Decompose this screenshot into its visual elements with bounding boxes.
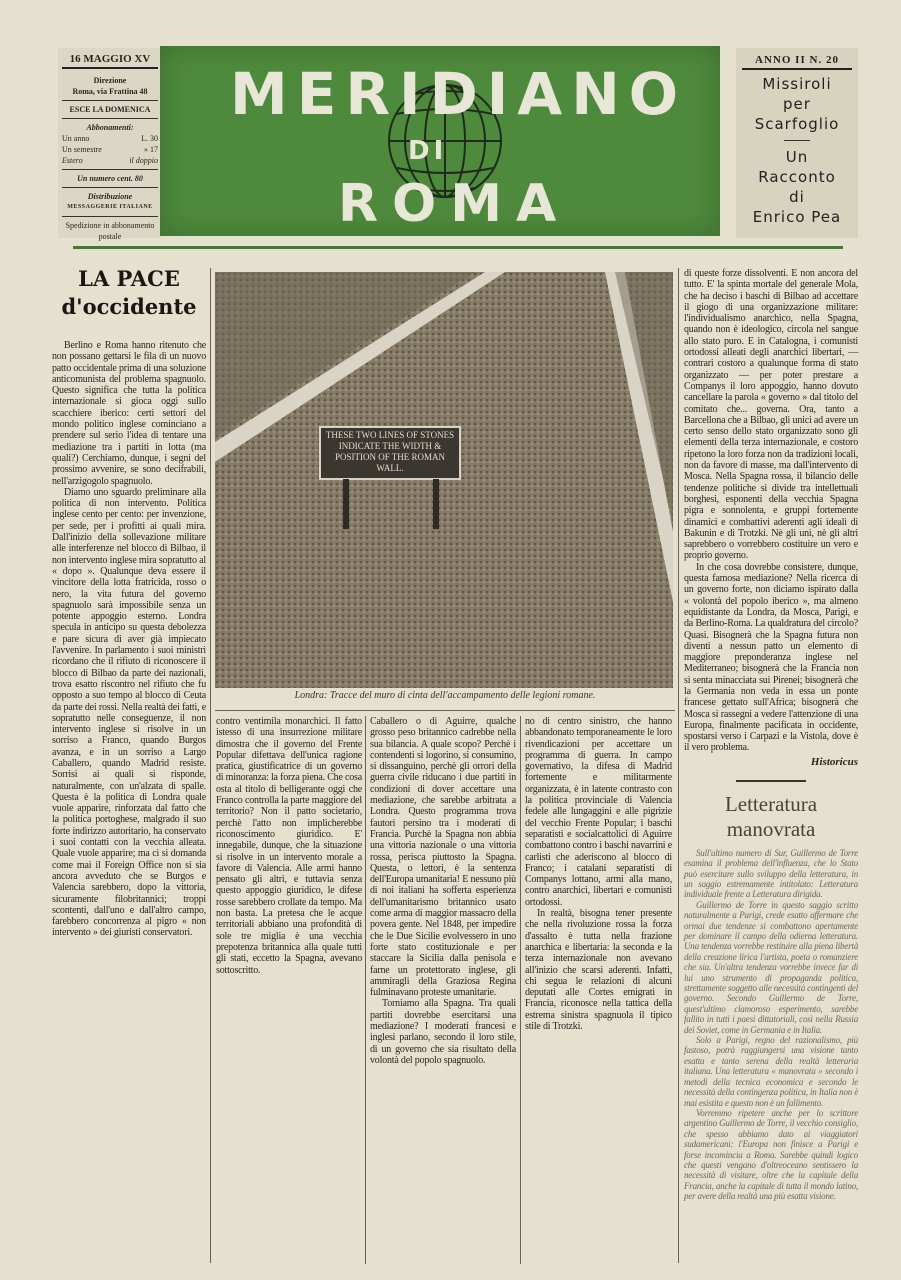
teaser-line: Scarfoglio bbox=[754, 115, 840, 133]
paragraph: Diamo uno sguardo preliminare alla politica di non intervento. Politica inglese cento per cento: per invenzione, per sede, per i profitti ai quali mira. Dall'inizio della sollevazione militare alle interferenze nel blocco di Bilbao, il non intervento inglese mira sopratutto al « dopo ». Qualunque deva essere il vincitore della lotta fratricida, rosso o nero, la vita futura del governo spagnuolo sarà impossibile senza un potente appoggio esterno. Londra specula in anticipo su questa debolezza e pare sicura di aver già impiecato l'avvenire. In parlamento i suoi ministri ricordano che il rifiuto di riconoscere il blocco di Bilbao da parte dei nazionali, trova esatto riscontro nel rifiuto che fu opposto a suo tempo al blocco di Ceuta da parte dei rossi. Nella realtà dei fatti, e sopratutto nelle conseguenze, il non intervento inglese si risolve in un sorriso a Franco, quando Burgos avanza, e in un sorriso a Largo Caballero, quando Madrid resiste. Sorrisi ai quali si risponde, naturalmente, con un'alzata di spalle. Questa è la politica di Londra quale vuole apparire, rinforzata dal fatto che la politica portoghese, malgrado il suo forte indirizzo autoritario, ha conservato i suoi contatti con la vecchia alleata. Quale vuole apparire; ma ci si domanda come mai il Foreign Office non si sia ancora avveduto che se Burgos e Valencia sarebbero, dopo la vittoria, sicuramente filobritannici; troppi scontenti, dall'uno e dall'altro campo, farebbero concorrenza al pigro « non intervento » dei giuristi conservatori. bbox=[52, 486, 206, 939]
teaser-racconto[interactable] bbox=[736, 147, 858, 227]
lead-article-column-4 bbox=[525, 716, 672, 1032]
column-rule bbox=[210, 268, 211, 1263]
single-copy-price: Un numero cent. 80 bbox=[77, 174, 143, 183]
teaser-missiroli[interactable] bbox=[736, 74, 858, 134]
masthead-banner bbox=[160, 46, 720, 236]
postal-note: Spedizione in abbonamento postale bbox=[65, 221, 155, 241]
divider bbox=[62, 187, 158, 188]
masthead-title-di: DI bbox=[408, 136, 448, 166]
direzione-address: Roma, via Frattina 48 bbox=[72, 87, 148, 96]
teaser-line: Racconto bbox=[758, 168, 836, 186]
teaser-line: Enrico Pea bbox=[752, 208, 842, 226]
divider bbox=[62, 169, 158, 170]
paragraph: Vorremmo ripetere anche per lo scrittore argentino Guillermo de Torre, il vecchio consiglio, che spesso abbiamo dato ai viaggiatori sudamericani: l'Europa non finisce a Parigi e forse incomincia a Roma. Sarebbe quindi logico che questi vengano d'oltreoceano sentissero la necessità di visitare, oltre che la capitale della Francia, anche la capitale di tutta il mondo latino, per avere della realtà una più esatta visione. bbox=[684, 1107, 858, 1202]
subscription-label: Un anno bbox=[62, 134, 90, 143]
lead-article-column-3 bbox=[370, 716, 516, 1066]
paragraph: no di centro sinistro, che hanno abbandonato temporaneamente le loro rivendicazioni per accettare un programma di guerra. In campo governativo, la difesa di Madrid fortemente e militarmente organizzata, è in latente contrasto con la politica provinciale di Valencia fedele alle lungaggini e alle pigrizie del vecchio Frente Popular; i baschi separatisti e socialcattolici di Aguirre combattono contro i baschi navarrini e carlisti che aderiscono al blocco di Franco; i catalani separatisti di Companys lottano, armi alla mano, contro anarchici, libertari e comunisti ortodossi. bbox=[525, 716, 672, 908]
masthead-title-roma: ROMA bbox=[338, 174, 571, 234]
right-column bbox=[684, 268, 858, 1202]
section-divider bbox=[736, 780, 806, 782]
paragraph: Sull'ultimo numero di Sur, Guillermo de Torre esamina il problema dell'influenza, che lo Stato può esercitare sullo sviluppo della letteratura, in un saggio estremamente intitolato: Letteratura individuale frente a Letteratura dirigida. bbox=[684, 847, 858, 900]
column-rule bbox=[678, 268, 679, 1263]
paragraph: di queste forze dissolventi. E non ancora del tutto. E' la spinta mortale del generale Mola, che ha deciso i baschi di Bilbao ad accettare il giogo di una organizzazione militare: l'individualismo anarchico, nella Spagna, quando non è ideologico, circola nel sangue allo stato puro. E in Catalogna, i comunisti ortodossi alleati degli anarchici libertari, — contrari costoro a qualunque forma di stato organizzato — per poter prestare a Companys il loro appoggio, hanno dovuto cancellare la parola « governo » dal titolo del comitato che... governa. Ora, tanto a Barcellona che a Bilbao, gli unici ad avere un certo senso dello stato organizzato sono gli elementi della terza internazionale, e costoro ripetono la loro forza non da tradizioni locali, non da favore di masse, ma dall'intervento di Mosca. Nella Spagna rossa, il bilancio delle tendenze politiche si divide tra intellettuali borghesi, esponenti della vecchia Spagna pigra e sonnolenta, e gruppi fortemente dinamici e combattivi aderenti agli ideali di Bakunin e di Trotzki. Nè gli uni, nè gli altri saprebbero o vorrebbero costituire un vero e proprio governo. bbox=[684, 268, 858, 562]
divider bbox=[62, 118, 158, 119]
distribution-name: MESSAGGERIE ITALIANE bbox=[67, 204, 153, 210]
subscription-price: il doppio bbox=[129, 156, 158, 165]
subscription-price: » 17 bbox=[144, 145, 158, 154]
sign-text: THESE TWO LINES OF STONES INDICATE THE WIDTH & POSITION OF THE ROMAN WALL. bbox=[325, 430, 455, 473]
distribution-label: Distribuzione bbox=[87, 192, 133, 201]
caption-rule bbox=[215, 710, 675, 711]
divider bbox=[784, 140, 810, 141]
masthead-info-box bbox=[58, 48, 162, 241]
second-article-body bbox=[684, 848, 858, 1202]
photo-caption: Londra: Tracce del muro di cinta dell'accampamento delle legioni romane. bbox=[294, 690, 596, 701]
paragraph: Solo a Parigi, regno del razionalismo, più fastoso, potrà raggiungersi una visione tanto esatta e tanto serena della realtà letteraria italiana. Una letteratura « manovrata » secondo i metodi della tecnica economica e secondo le necessità della contingenza politica, in Italia non è mai esistita e questo non è un fallimento. bbox=[684, 1035, 858, 1108]
issue-number: ANNO II N. 20 bbox=[742, 48, 852, 70]
subscription-price: L. 30 bbox=[141, 134, 158, 143]
masthead-teaser-box bbox=[736, 48, 858, 238]
paragraph: In realtà, bisogna tener presente che nella rivoluzione rossa la forza d'assalto è tutta nella frazione anarchica e libertaria: la seconda e la terza internazionale non avevano all'inizio che scarsi aderenti. Infatti, chi segua le relazioni di alcuni deputati alle Cortes emigrati in Francia, riconosce nella tattica della estrema sinistra spagnuola il tipico stile di Trotzki. bbox=[525, 908, 672, 1033]
paragraph: contro ventimila monarchici. Il fatto istesso di una insurrezione militare dimostra che il governo del Frente Popular difettava dell'unica ragione pratica, giustificatrice di un governo di minoranza: la forza piena. Che cosa osta al titolo di belligerante oggi che Franco controlla la parte maggiore del territorio? Non il patto societario, perchè l'atto non implicherebbe riconoscimento giuridico. E' innegabile, dunque, che la situazione si risolve in un intervento morale a favore di Valencia. Alle armi hanno pensato gli altri, e tuttavia senza questo appoggio giuridico, le difese rosse sarebbero crollate da tempo. Ma non basta. La pretesa che le acque territoriali abbiano una profondità di sole tre miglia è una vecchia prepotenza britannica alla quale tutti gli stati, eccetto la Spagna, avevano sottoscritto. bbox=[216, 716, 362, 976]
divider bbox=[62, 100, 158, 101]
divider bbox=[62, 216, 158, 217]
headline-line: LA PACE bbox=[78, 266, 180, 291]
title-line: manovrata bbox=[726, 816, 816, 841]
title-line: Letteratura bbox=[724, 791, 818, 816]
teaser-line: Missiroli bbox=[762, 75, 832, 93]
photo-roman-wall bbox=[215, 272, 673, 688]
column-rule bbox=[520, 716, 521, 1264]
subscription-row bbox=[58, 133, 162, 144]
masthead-rule bbox=[73, 246, 843, 249]
direzione-label: Direzione bbox=[93, 76, 127, 85]
headline-line: d'occidente bbox=[61, 294, 197, 319]
teaser-line: per bbox=[783, 95, 811, 113]
second-article-title bbox=[684, 792, 858, 842]
subscription-label: Estero bbox=[62, 156, 83, 165]
publication-day: ESCE LA DOMENICA bbox=[69, 105, 151, 114]
issue-date: 16 MAGGIO XV bbox=[62, 48, 158, 69]
paragraph: Torniamo alla Spagna. Tra quali partiti dovrebbe esercitarsi una mediazione? I moderati francesi e inglesi parlano, secondo il loro stile, di un governo che sia risultato della volontà del popolo spagnuolo. bbox=[370, 998, 516, 1066]
teaser-line: di bbox=[789, 188, 805, 206]
masthead-title-meridiano: MERIDIANO bbox=[230, 60, 688, 128]
author-signature: Historicus bbox=[810, 755, 858, 768]
subscription-label: Un semestre bbox=[62, 145, 102, 154]
subscriptions-label: Abbonamenti: bbox=[86, 123, 134, 132]
paragraph: In che cosa dovrebbe consistere, dunque, questa famosa mediazione? Nella ricerca di un governo forte, non diciamo ispirato dalla « volontà del popolo iberico », ma almeno equidistante da Londra, da Mosca, Parigi, e da Berlino-Roma. La qualdratura del circolo? Quasi. Bisognerà che la Spagna futura non diventi a nessun patto un elemento di maggiore preponderanza inglese nel Mediterraneo; bisognerà che la Francia non si senta minacciata sui Pirenei; bisognerà che la Germania non veda in essa un ponte francese gettato sull'Africa; bisognerà che Mosca si rassegni a vedere l'attenzione di una Europa, finalmente pacificata in occidente, spostarsi verso i Carpazi e la Vistola, dove è il vero problema. bbox=[684, 561, 858, 754]
lead-article-column-5 bbox=[684, 268, 858, 754]
lead-headline bbox=[50, 265, 208, 321]
teaser-line: Un bbox=[785, 148, 809, 166]
lead-article-column-2 bbox=[216, 716, 362, 976]
subscription-row bbox=[58, 155, 162, 166]
paragraph: Berlino e Roma hanno ritenuto che non possano gettarsi le fila di un nuovo patto occidentale prima di una soluzione anticomunista del problema spagnuolo. Questo significa che tutta la politica internazionale si gioca oggi sullo scacchiere iberico: certi settori del mondo politico inglese cominciano a prendere sul serio l'idea di tentare una mediazione tra i partiti in lotta (ma quali?) Cerchiamo, dunque, i segni del prossimo avvenire, se sono decifrabili, nell'arzigogolo spagnuolo. bbox=[52, 340, 206, 487]
roman-wall-photo bbox=[215, 272, 673, 688]
lead-article-column-1 bbox=[52, 340, 206, 939]
subscription-row bbox=[58, 144, 162, 155]
column-rule bbox=[365, 716, 366, 1264]
paragraph: Caballero o di Aguirre, qualche grosso peso britannico cadrebbe nella sua bilancia. A quale scopo? Perchè i contendenti si logorino, si consumino, si dissanguino, perchè gli orrori della guerra civile riducano i due partiti in condizioni di dover accettare una mediazione, che sarebbe arbitrata a Londra. Questo programma trova fautori persino tra i moderati di Francia. Purchè la Spagna non abbia una vittoria nazionale o una vittoria rossa, perisca piuttosto la Spagna. Questa, o lettori, è la sentenza dell'Europa umanitaria! E nessuno più di noi italiani ha sofferta esperienza dell'umanitarismo britannico usato come arma di maggior massacro della povera gente. Nel 1848, per impedire che le Due Sicilie evolvessero in uno forte stato costituzionale e per staccare la Sicilia dalla penisola e farne un protettorato inglese, gli ammiragli della Graziosa Regina fulminavano proteste umanitarie. bbox=[370, 716, 516, 999]
paragraph: Guillermo de Torre in questo saggio scritto naturalmente a Parigi, crede esatto affermare che ormai due tendenze si combattono apertamente per dominare il campo della odierna letteratura. Una tendenza vorrebbe restituire alla piena libertà della creazione lirica l'artista, poeta o romanziere che sia. Un'altra tendenza vorrebbe invece far di lui uno strumento di propaganda politica, strettamente soggetto alle necessità contingenti del governo. Secondo Guillermo de Torre, quest'ultimo clamoroso esperimento, sarebbe fallito in tutti i paesi dittatoriali, così nella Russia dei Soviet, come in Germania e in Italia. bbox=[684, 899, 858, 1035]
